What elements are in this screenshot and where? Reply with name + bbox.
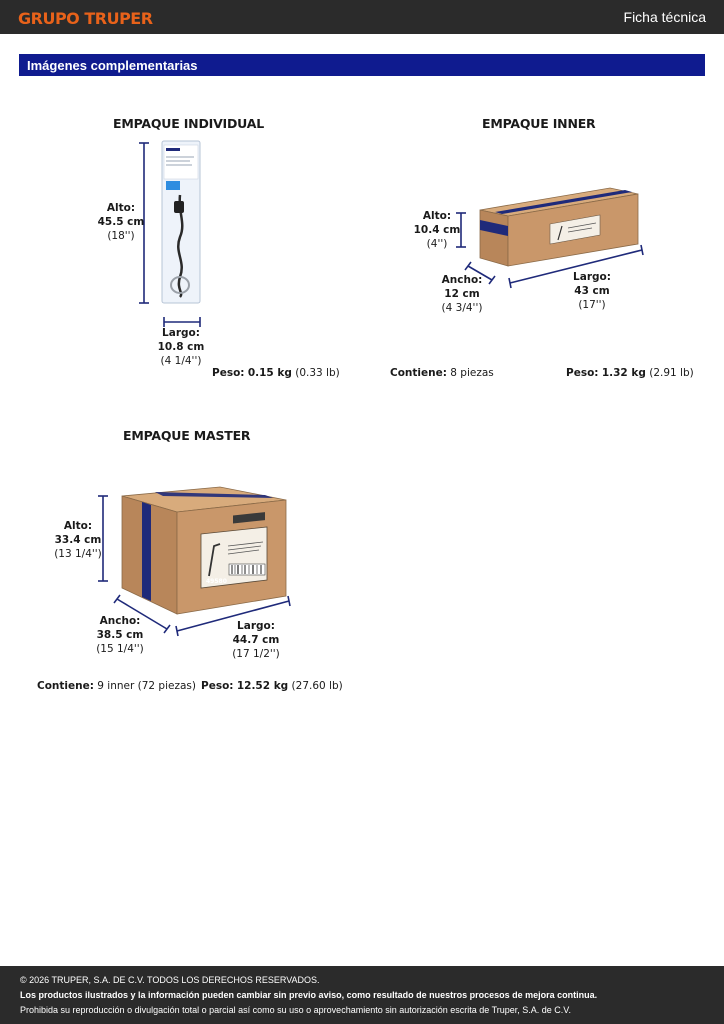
inner-contents-label: Contiene: — [390, 367, 447, 379]
inner-weight — [566, 367, 694, 379]
individual-height-label: Alto: — [106, 202, 136, 214]
master-contents-label: Contiene: — [37, 680, 94, 692]
master-contents — [37, 680, 196, 692]
master-length-cm: 44.7 cm — [232, 634, 280, 646]
inner-weight-kg: 1.32 kg — [601, 367, 646, 379]
inner-weight-lb: (2.91 lb) — [649, 367, 694, 379]
inner-length — [564, 270, 620, 312]
inner-height-in: (4'') — [426, 238, 448, 250]
individual-length-label: Largo: — [162, 327, 200, 339]
inner-contents — [390, 367, 494, 379]
inner-length-label: Largo: — [573, 271, 611, 283]
master-height — [50, 519, 106, 561]
master-weight-label: Peso: — [201, 680, 234, 692]
inner-length-cm: 43 cm — [574, 285, 610, 297]
inner-weight-label: Peso: — [566, 367, 599, 379]
inner-contents-value: 8 piezas — [450, 367, 494, 379]
inner-width-label: Ancho: — [441, 274, 483, 286]
inner-height-cm: 10.4 cm — [413, 224, 461, 236]
inner-title: EMPAQUE INNER — [482, 116, 596, 131]
section-title: Imágenes complementarias — [27, 58, 198, 73]
document-type: Ficha técnica — [623, 9, 706, 25]
footer-copyright: © 2026 TRUPER, S.A. DE C.V. TODOS LOS DERECHOS RESERVADOS. — [20, 975, 320, 985]
individual-height — [92, 201, 150, 243]
individual-height-in: (18'') — [107, 230, 135, 242]
individual-height-cm: 45.5 cm — [97, 216, 145, 228]
master-height-label: Alto: — [63, 520, 93, 532]
master-length-in: (17 1/2'') — [232, 648, 280, 660]
top-bar — [0, 0, 724, 34]
master-title: EMPAQUE MASTER — [123, 428, 251, 443]
box-code: 49580 — [206, 578, 227, 585]
master-height-in: (13 1/4'') — [54, 548, 102, 560]
barcode-icon — [229, 564, 265, 575]
individual-weight-lb: (0.33 lb) — [295, 367, 340, 379]
inner-height-label: Alto: — [422, 210, 452, 222]
master-width-label: Ancho: — [99, 615, 141, 627]
individual-weight-kg: 0.15 kg — [247, 367, 292, 379]
individual-length — [151, 326, 211, 368]
master-length — [224, 619, 288, 661]
brand-logo: GRUPO TRUPER — [18, 9, 153, 28]
individual-weight-label: Peso: — [212, 367, 245, 379]
inner-width — [432, 273, 492, 315]
inner-height — [410, 209, 464, 251]
master-weight-kg: 12.52 kg — [236, 680, 289, 692]
master-weight — [201, 680, 343, 692]
master-width — [88, 614, 152, 656]
individual-length-cm: 10.8 cm — [157, 341, 205, 353]
master-height-cm: 33.4 cm — [54, 534, 102, 546]
inner-length-in: (17'') — [578, 299, 606, 311]
footer — [0, 966, 724, 1024]
master-width-cm: 38.5 cm — [96, 629, 144, 641]
individual-weight — [212, 367, 340, 379]
master-width-in: (15 1/4'') — [96, 643, 144, 655]
footer-prohibition: Prohibida su reproducción o divulgación total o parcial así como su uso o aprovechamiento sin autorización escrita de Truper, S.A. de C.V. — [20, 1005, 571, 1015]
footer-notice: Los productos ilustrados y la información pueden cambiar sin previo aviso, como resultado de nuestros procesos de mejora continua. — [20, 990, 598, 1000]
inner-width-cm: 12 cm — [444, 288, 480, 300]
section-header — [19, 54, 705, 76]
master-contents-value: 9 inner (72 piezas) — [97, 680, 196, 692]
inner-width-in: (4 3/4'') — [441, 302, 483, 314]
individual-length-in: (4 1/4'') — [160, 355, 202, 367]
master-weight-lb: (27.60 lb) — [291, 680, 343, 692]
master-length-label: Largo: — [237, 620, 275, 632]
individual-title: EMPAQUE INDIVIDUAL — [113, 116, 264, 131]
